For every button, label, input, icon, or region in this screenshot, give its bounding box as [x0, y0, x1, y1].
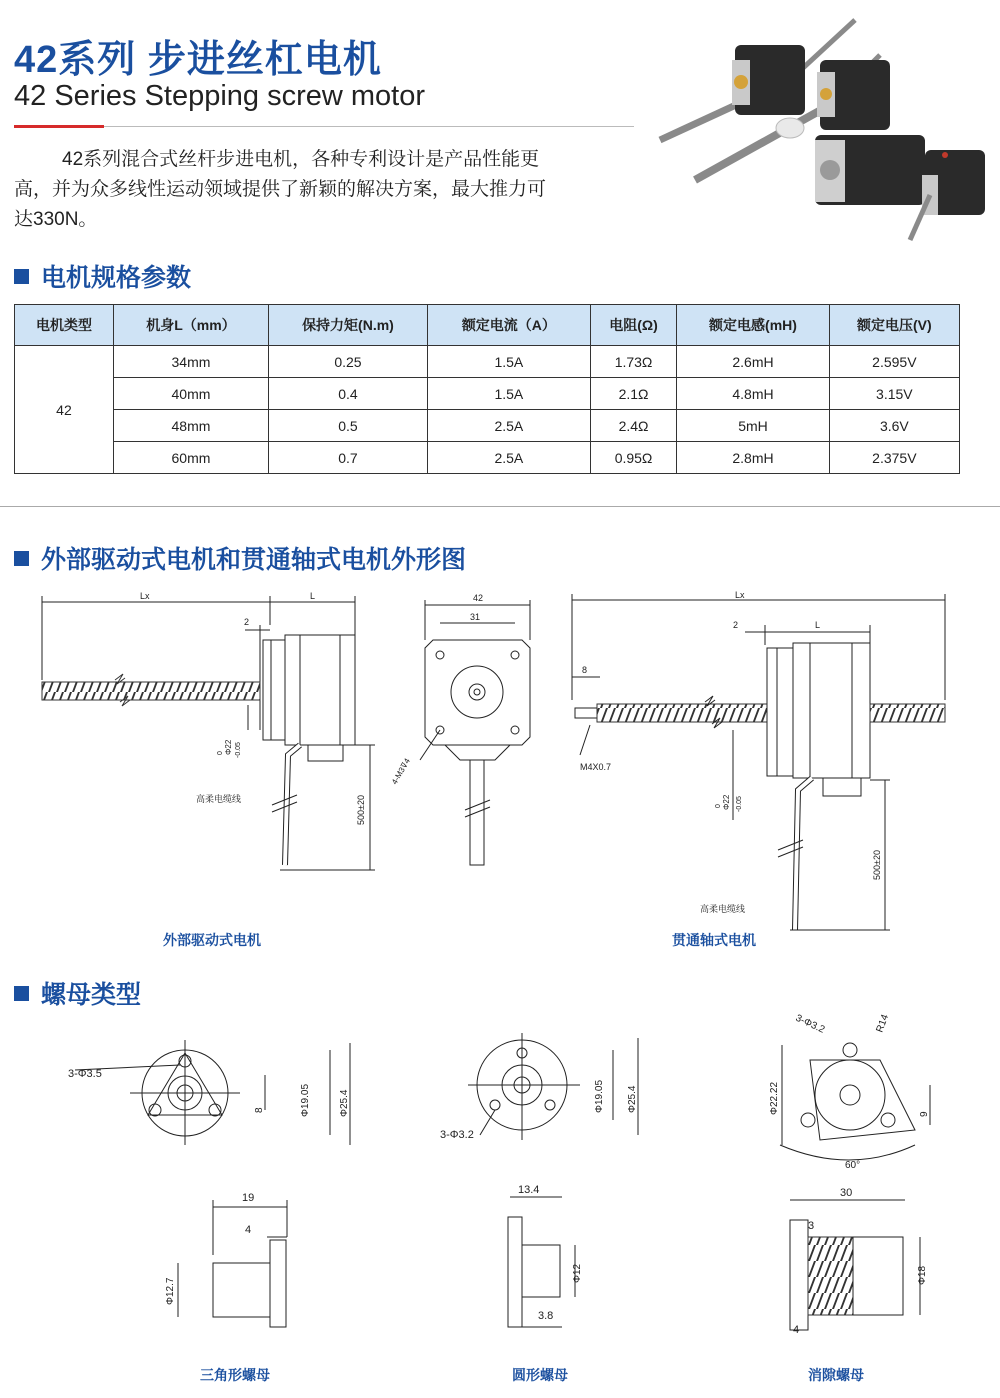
- dim-2-b: 2: [733, 620, 739, 630]
- dim-l-b: L: [815, 620, 821, 630]
- intro-paragraph: 42系列混合式丝杆步进电机，各种专利设计是产品性能更高，并为众多线性运动领域提供了新颖的解决方案，最大推力可达330N。: [14, 149, 547, 230]
- table-cell: 2.6mH: [677, 346, 829, 378]
- table-header-row: [15, 305, 960, 346]
- table-cell: 1.5A: [427, 378, 590, 410]
- dim-42: 42: [473, 593, 484, 603]
- hole-label: 4-M3⊽4: [389, 756, 412, 786]
- cable-label-a: 高柔电缆线: [196, 794, 242, 804]
- dim-tol-c: 0: [715, 804, 722, 808]
- section-square-icon: [14, 986, 29, 1001]
- antibacklash-nut-front: [780, 1043, 930, 1160]
- dim-tol-a: 0: [217, 751, 224, 755]
- dim-l-a: L: [310, 591, 316, 601]
- page-subtitle: 42 Series Stepping screw motor: [14, 80, 426, 112]
- dim-r14: R14: [874, 1013, 892, 1035]
- spec-section-title-text: 电机规格参数: [41, 264, 192, 292]
- table-cell: 2.595V: [829, 346, 959, 378]
- table-cell: 1.5A: [427, 346, 590, 378]
- col-rated-current: 额定电流（A）: [427, 305, 590, 346]
- col-resistance: 电阻(Ω): [590, 305, 676, 346]
- dim-134: 13.4: [518, 1184, 540, 1196]
- table-cell: 5mH: [677, 410, 829, 442]
- caption-through-shaft: 贯通轴式电机: [672, 932, 756, 948]
- caption-antibacklash-nut: 消隙螺母: [808, 1367, 864, 1383]
- round-nut-front: [468, 1033, 638, 1140]
- dim-phi22-a: Φ22: [224, 739, 233, 755]
- section-divider: [0, 506, 1000, 507]
- dim-2-a: 2: [244, 617, 250, 627]
- dim-cable-len-a: 500±20: [356, 795, 366, 825]
- dim-d18: Φ18: [917, 1265, 928, 1285]
- cable-label-b: 高柔电缆线: [700, 904, 746, 914]
- dim-phi22-b: Φ22: [722, 794, 731, 810]
- holes-35-label: 3-Φ3.5: [68, 1068, 102, 1080]
- table-cell: 40mm: [113, 378, 268, 410]
- table-row: [15, 346, 960, 378]
- table-row: [15, 442, 960, 474]
- front-view-drawing: [420, 600, 530, 865]
- table-cell: 2.375V: [829, 442, 959, 474]
- motor-outline-drawings: [0, 580, 1000, 950]
- col-inductance: 额定电感(mH): [677, 305, 829, 346]
- dim-31: 31: [470, 612, 481, 622]
- col-holding-torque: 保持力矩(N.m): [268, 305, 427, 346]
- section-square-icon: [14, 551, 29, 566]
- dim-d254-b: Φ25.4: [627, 1085, 638, 1113]
- round-nut-side: [508, 1197, 575, 1327]
- table-cell: 48mm: [113, 410, 268, 442]
- col-body-length: 机身L（mm）: [113, 305, 268, 346]
- page-title: 42系列 步进丝杠电机: [14, 39, 382, 81]
- dim-lx-b: Lx: [735, 590, 745, 600]
- table-row: [15, 378, 960, 410]
- dim-d12: Φ12: [572, 1263, 583, 1283]
- table-cell: 2.8mH: [677, 442, 829, 474]
- holes-32-label-a: 3-Φ3.2: [440, 1129, 474, 1141]
- table-cell: 2.1Ω: [590, 378, 676, 410]
- table-cell: 0.4: [268, 378, 427, 410]
- dim-8: 8: [582, 665, 588, 675]
- dim-4b: 4: [793, 1324, 800, 1336]
- dim-d127: Φ12.7: [165, 1277, 176, 1305]
- spec-table: [14, 304, 960, 474]
- title-divider: [14, 126, 634, 127]
- product-photo: [640, 10, 990, 255]
- dim-60deg: 60°: [845, 1160, 861, 1171]
- caption-triangle-nut: 三角形螺母: [200, 1367, 270, 1383]
- outline-section-title-text: 外部驱动式电机和贯通轴式电机外形图: [41, 546, 467, 574]
- nut-section-title-text: 螺母类型: [41, 981, 142, 1009]
- table-cell: 0.5: [268, 410, 427, 442]
- dim-4: 4: [245, 1224, 252, 1236]
- external-drive-drawing: [42, 596, 375, 870]
- dim-9: 9: [919, 1111, 930, 1117]
- dim-38: 3.8: [538, 1310, 554, 1322]
- col-motor-type: 电机类型: [15, 305, 114, 346]
- caption-external-drive: 外部驱动式电机: [163, 932, 261, 948]
- thread-label: M4X0.7: [580, 762, 612, 772]
- nut-drawings: [0, 1005, 1000, 1360]
- motor-type-cell: 42: [15, 346, 114, 474]
- dim-d2222: Φ22.22: [769, 1081, 780, 1115]
- title-accent-bar: [14, 125, 104, 128]
- table-cell: 0.7: [268, 442, 427, 474]
- table-cell: 4.8mH: [677, 378, 829, 410]
- dim-8-nut: 8: [254, 1107, 265, 1113]
- table-row: [15, 410, 960, 442]
- caption-round-nut: 圆形螺母: [512, 1367, 568, 1383]
- table-cell: 2.4Ω: [590, 410, 676, 442]
- table-cell: 0.25: [268, 346, 427, 378]
- table-cell: 2.5A: [427, 410, 590, 442]
- table-cell: 0.95Ω: [590, 442, 676, 474]
- spec-section-title: [14, 258, 191, 294]
- dim-tol-d: -0.05: [736, 796, 743, 812]
- col-voltage: 额定电压(V): [829, 305, 959, 346]
- outline-section-title: [14, 540, 466, 576]
- dim-3: 3: [808, 1220, 815, 1232]
- dim-19: 19: [242, 1192, 255, 1204]
- dim-d1905-a: Φ19.05: [300, 1083, 311, 1117]
- table-cell: 3.15V: [829, 378, 959, 410]
- table-cell: 3.6V: [829, 410, 959, 442]
- table-cell: 60mm: [113, 442, 268, 474]
- dim-tol-b: -0.05: [235, 742, 242, 758]
- dim-lx-a: Lx: [140, 591, 150, 601]
- triangle-nut-side: [178, 1200, 287, 1327]
- through-shaft-drawing: [572, 594, 945, 930]
- dim-30: 30: [840, 1187, 853, 1199]
- table-cell: 1.73Ω: [590, 346, 676, 378]
- dim-d254-a: Φ25.4: [339, 1089, 350, 1117]
- dim-cable-len-b: 500±20: [872, 850, 882, 880]
- section-square-icon: [14, 269, 29, 284]
- dim-d1905-b: Φ19.05: [594, 1079, 605, 1113]
- holes-32-label-b: 3-Φ3.2: [793, 1012, 827, 1036]
- table-cell: 34mm: [113, 346, 268, 378]
- table-cell: 2.5A: [427, 442, 590, 474]
